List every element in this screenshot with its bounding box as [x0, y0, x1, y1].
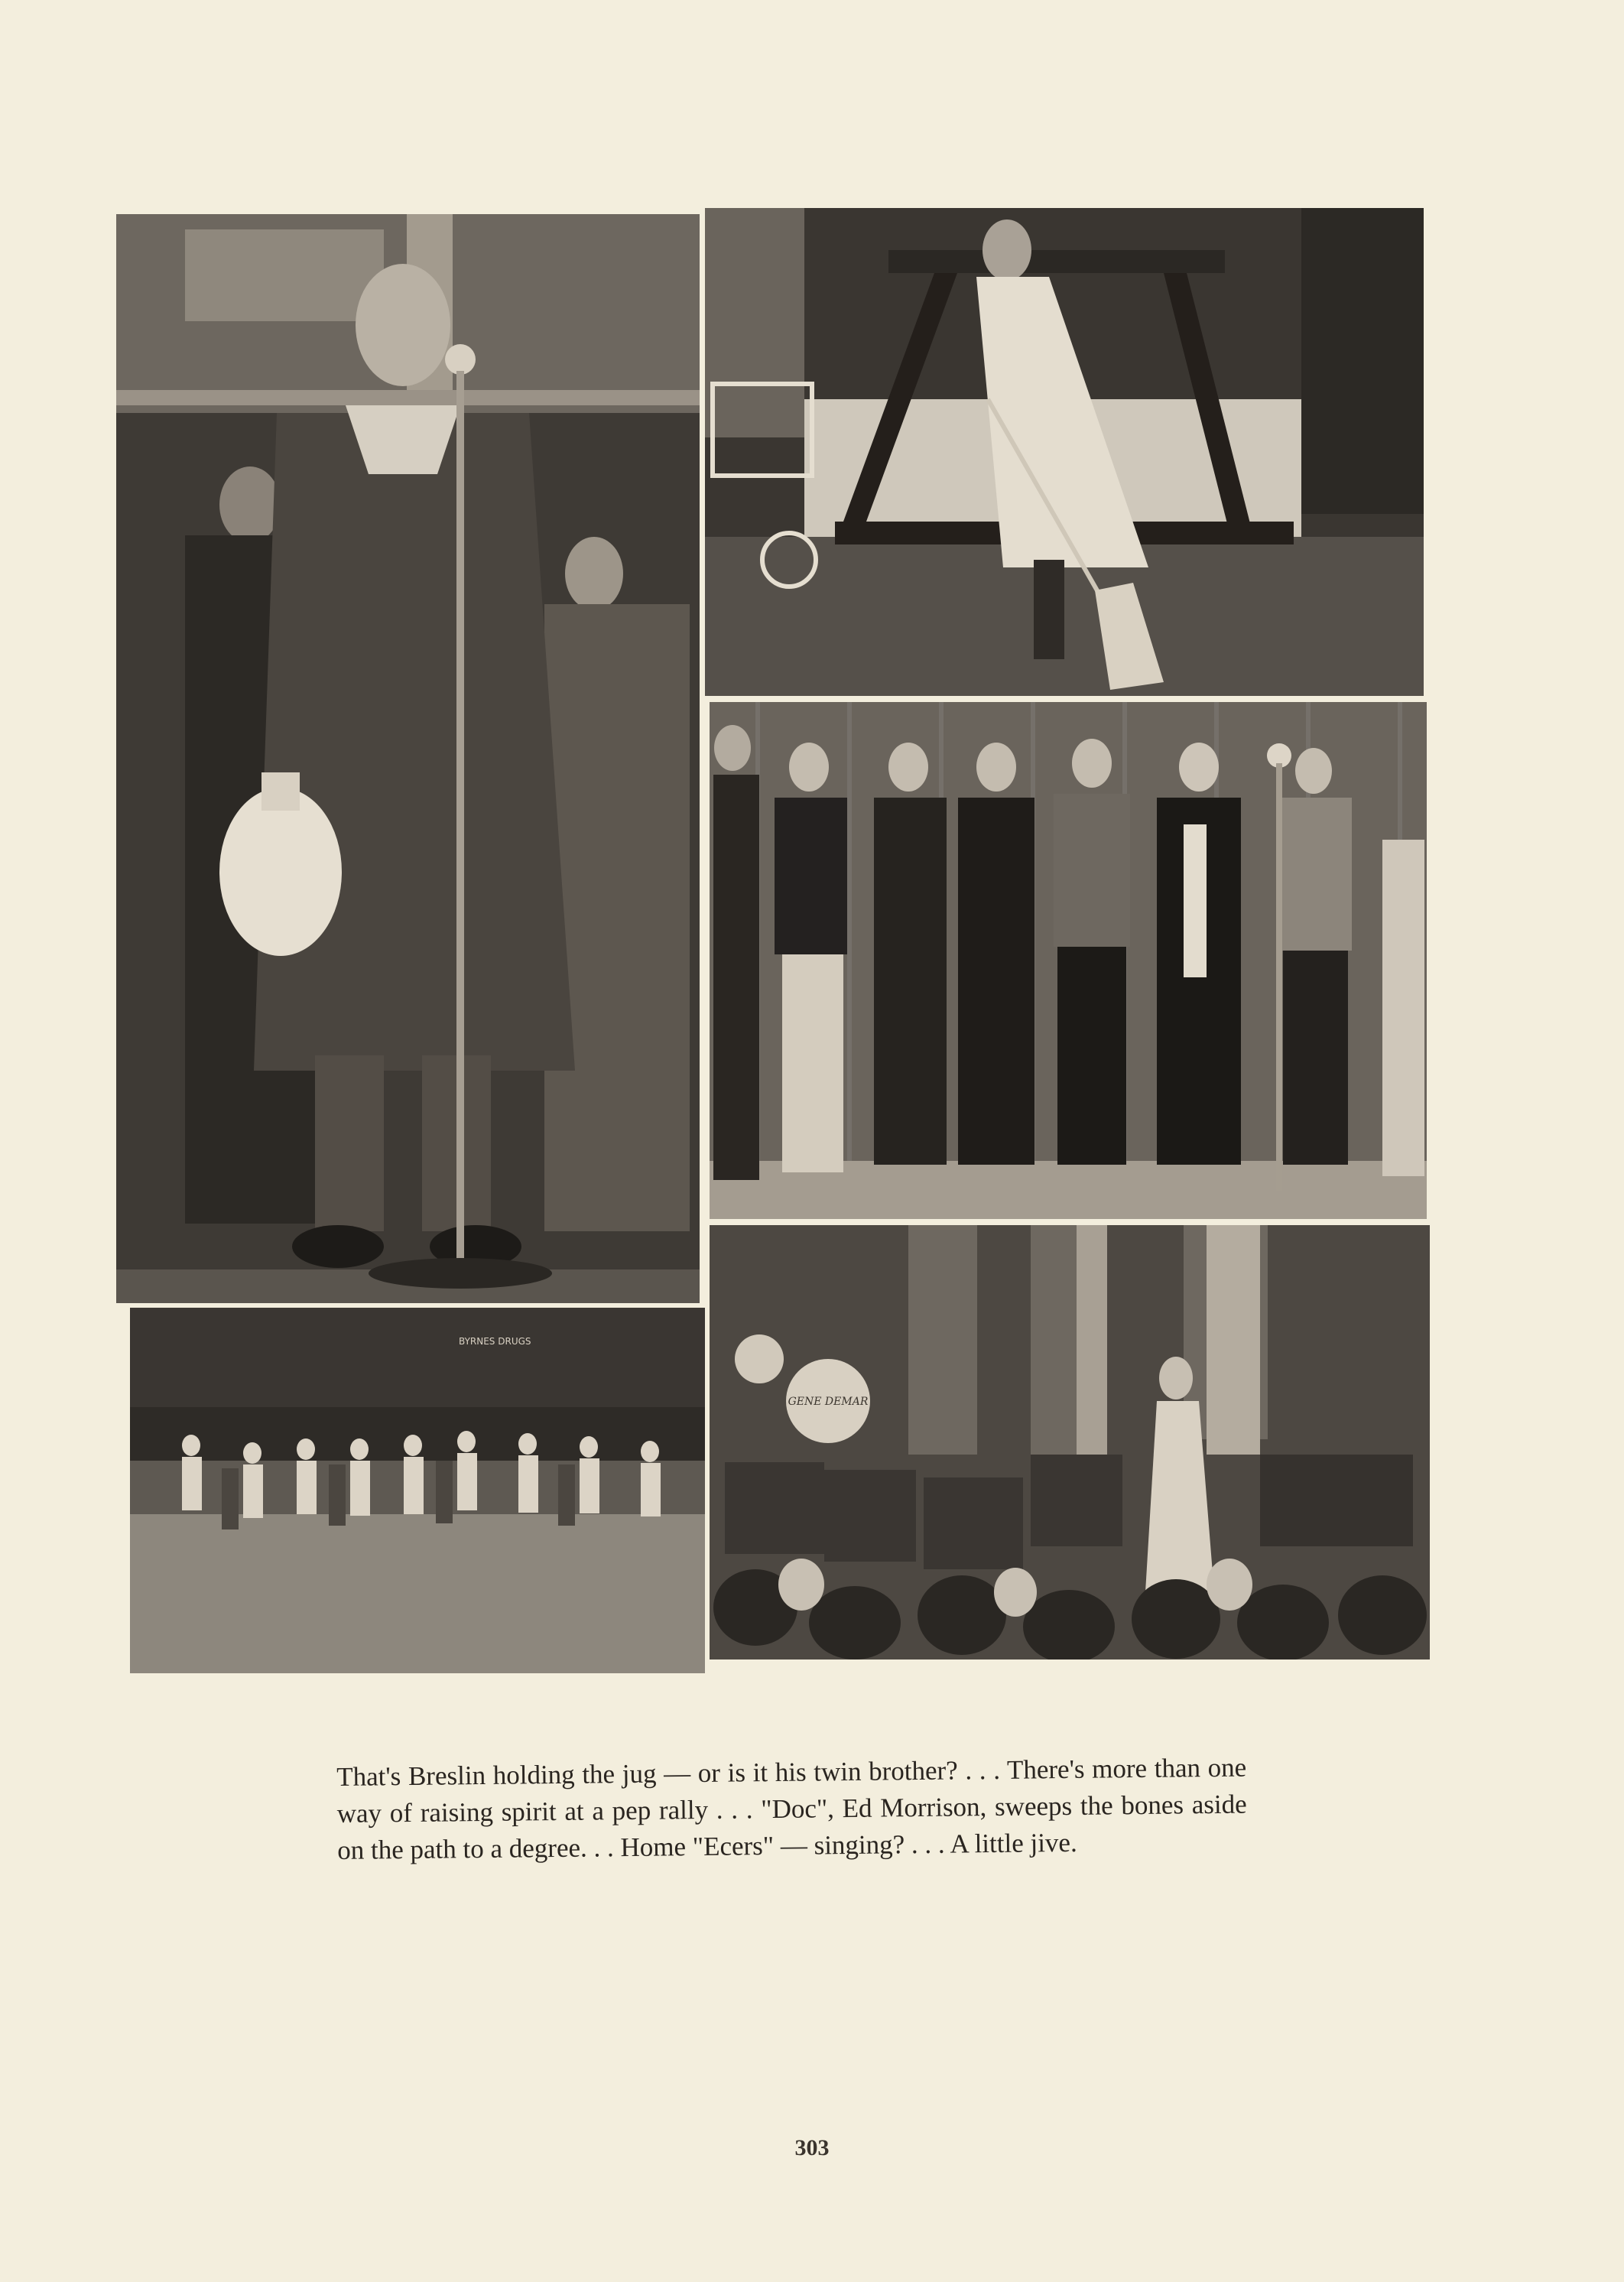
photo-caption: That's Breslin holding the jug — or is it his twin brother? . . . There's more than one way of raising spirit at a pep rally . . . "Doc", Ed Morrison, sweeps the bones aside on the path to a degree. . . Home "Ecers" — singing? . . . A little jive. [336, 1752, 1247, 1865]
photo-breslin-with-jug [116, 214, 700, 1303]
photo-breslin-graphic [116, 214, 700, 1303]
photo-dance-graphic [130, 1308, 705, 1673]
photo-doc-sweeping [705, 208, 1424, 696]
photo-doc-sweeping-graphic [705, 208, 1424, 696]
page-number: 303 [794, 2135, 830, 2160]
bass-drum-lettering: GENE DEMAR [788, 1396, 869, 1408]
photo-pep-rally-dance [130, 1308, 705, 1673]
photo-band-jive [710, 1225, 1430, 1659]
storefront-sign: BYRNES DRUGS [459, 1336, 531, 1347]
photo-band-graphic [710, 1225, 1430, 1659]
photo-home-ecers-singing [710, 702, 1427, 1219]
photo-singers-graphic [710, 702, 1427, 1219]
